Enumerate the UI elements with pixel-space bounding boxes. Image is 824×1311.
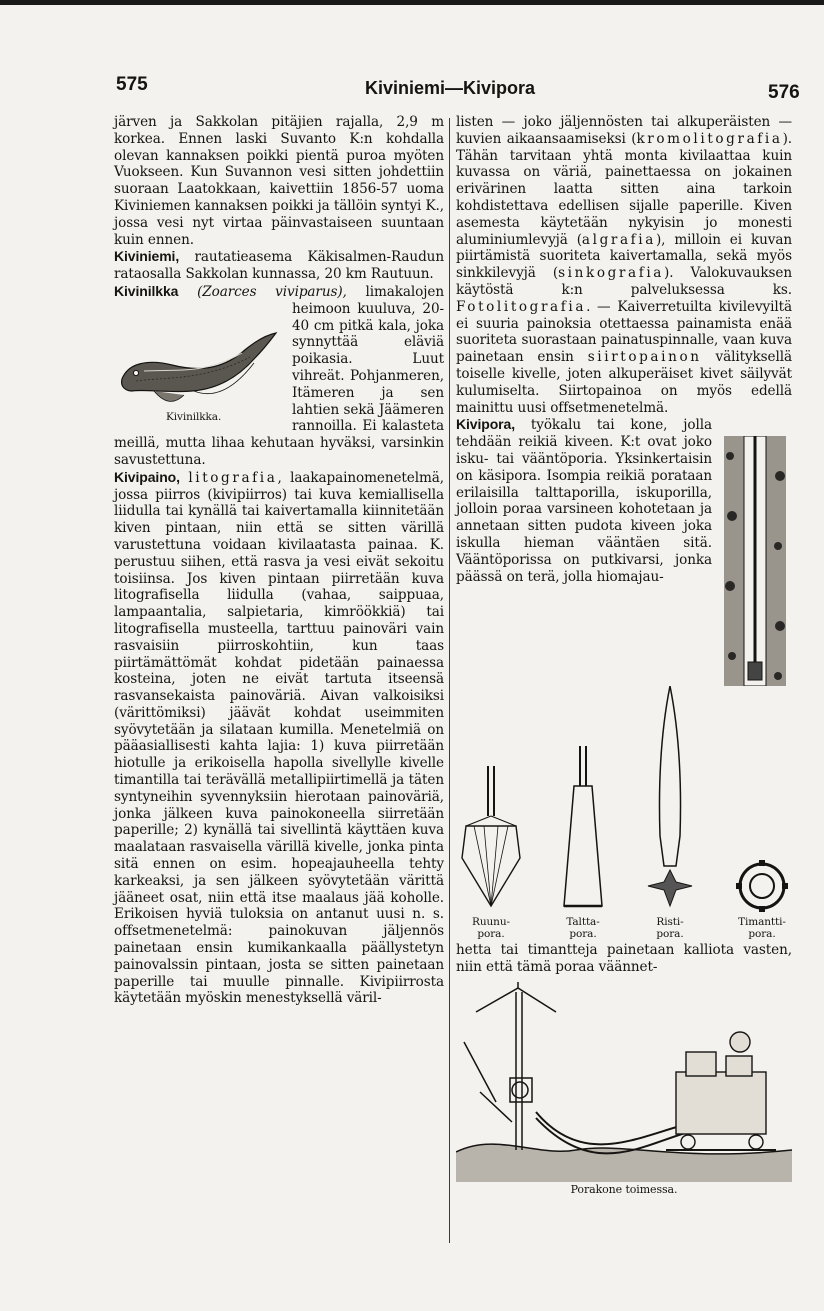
crown-drill-icon — [456, 766, 526, 916]
fish-illustration — [114, 319, 282, 411]
text-run: . — Kaiverretuilta kivilevyiltä ei suuria painoksia otettaessa painamista enää suoriteta suorastaan painatuspinnalle, vaan kuva painetaan ensin — [456, 298, 792, 366]
term-siirtopainon: siirtopainon — [587, 349, 702, 366]
text-run: välityksellä toiselle kivelle, joten alkuperäiset kivet säilyvät kulumiselta. Siirtopainoa on myös edellä mainittu uusi offsetmenetelmä. — [456, 349, 792, 416]
cross-drill-icon — [640, 686, 700, 916]
entry-text: limakalojen heimoon kuuluva, 20-40 cm pitkä kala, joka synnyttää eläviä poikasia. Luut vihreät. Pohjanmeren, Itämeren ja sen lahtien sekä Jäämeren rannoilla. Ei kalasteta meillä, mutta lihaa kehutaan hyväksi, varsinkin savustettuna. — [114, 283, 444, 468]
top-rule — [0, 0, 824, 5]
term-sinkografia: sinkografia — [558, 265, 664, 282]
term-litografia: litografia, — [179, 469, 285, 486]
text-run: ). Tähän tarvitaan yhtä monta kivilaattaa kuin kuvassa on väriä, painettaessa on jokainen erivärinen laatta sitten aina tarkoin kohdistettava edellisen sijalle paperille. Kiven asemesta käytetään nykyisin jo monesti aluminiumlevyjä ( — [456, 130, 792, 248]
entry-text: rautatieasema Käkisalmen-Raudun rataosalla Sakkolan kunnassa, 20 km Rautuun. — [114, 249, 444, 283]
paragraph-continuation: hetta tai timantteja painetaan kalliota vasten, niin että tämä poraa väännet- — [456, 942, 792, 976]
paragraph-continuation: järven ja Sakkolan pitäjien rajalla, 2,9 m korkea. Ennen laski Suvanto K:n kohdalla olevan kannaksen poikki pientä puroa myöten Vuokseen. Kun Suvannon vesi sitten johdettiin suoraan Laatokkaan, kaivettiin 1856-57 uoma Kiviniemen kannaksen poikki ja tällöin syntyi K., jossa vesi nyt virtaa päinvastaiseen suuntaan kuin ennen. — [114, 114, 444, 248]
drilling-machine-figure — [456, 982, 792, 1196]
borehole-illustration — [720, 436, 790, 686]
term-kromolitografia: kromolitografia — [636, 130, 783, 147]
entry-text: laakapainomenetelmä, jossa piirros (kivipiirros) tai kuva kemiallisella liidulla tai kynällä tai kaivertamalla kiinnitetään kiven pintaan, niin että se sitten värillä varustettuna voidaan kivilaatasta painaa. K. perustuu siihen, että rasva ja vesi eivät sekoitu toisiinsa. Jos kiven pintaan piirretään kuva litografisella liidulla (vahaa, saippuaa, lampaantalia, salpietaria, kimröökkiä) tai litografisella musteella, tarttuu painoväri vain rasvaisiin piirroskohtiin, kun taas piirtämättömät kohdat pidetään painaessa kosteina, joten ne eivät tartuta itseensä rasvansekaista painoväriä. Aivan valkoisiksi (värittömiksi) jäävät kohdat useimmiten syövytetään ja silataan kumilla. Menetelmiä on pääasiallisesti kahta lajia: 1) kuva piirretään hiotulle ja erikoisella hapolla sivellylle kivelle timantilla tai terävällä metallipiirtimellä ja täten syntyneihin syvennyksiin hierotaan painoväriä, jonka jälkeen kuva painokoneella siirretään paperille; 2) kynällä tai sivellintä käyttäen kuva maalataan rasvaisella värillä kivelle, jonka pinta sitä ennen on esim. hopeajauheella tehty karkeaksi, ja sen jälkeen syövytetään värittä jääneet osat, niin että itse maalaus jää koholle. Erikoisen hyviä tuloksia on antanut uusi n. s. offsetmenetelmä: painokuvan jäljennös painetaan ensin kumikankaalla päällystetyn painovalssin pintaan, josta se sitten painetaan paperille tai muulle pinnalle. Kivipiirrosta käytetään myöskin menestyksellä väril- — [114, 469, 444, 1007]
drill-label: Timantti- pora. — [738, 916, 786, 941]
right-column — [456, 114, 792, 1196]
diamond-drill-icon — [732, 856, 792, 916]
entry-kivipaino — [114, 469, 444, 1008]
page-number-right: 576 — [768, 82, 800, 103]
machine-caption: Porakone toimessa. — [570, 1182, 678, 1196]
entry-kiviniemi — [114, 248, 444, 283]
term-algrafia: algrafia — [581, 231, 656, 248]
drill-timanttipora — [732, 856, 792, 940]
text-run: ). Valokuvauksen käytöstä k:n palveluksessa ks. — [456, 265, 792, 298]
column-rule — [449, 118, 450, 1243]
fish-caption: Kivinilkka. — [166, 410, 222, 423]
entry-kivipora — [456, 416, 792, 585]
entry-kivinilkka — [114, 283, 444, 469]
drill-label: Risti- pora. — [656, 916, 684, 941]
borehole-figure — [720, 436, 792, 686]
headword-kiviniemi: Kiviniemi, — [114, 248, 180, 265]
drill-label: Taltta- pora. — [566, 916, 600, 941]
left-column — [114, 114, 444, 1007]
text-run: ), milloin ei kuvan piirtämistä suoriteta kaivertamalla, sekä myös sinkkilevyjä ( — [456, 231, 792, 282]
running-title: Kiviniemi—Kivipora — [365, 78, 536, 98]
drilling-machine-illustration — [456, 982, 792, 1182]
chisel-drill-icon — [558, 746, 608, 916]
text-run: listen — joko jäljennösten tai alkuperäisten — kuvien aikaansaamiseksi ( — [456, 114, 792, 147]
drill-bits-figure — [456, 686, 792, 940]
headword-kivinilkka: Kivinilkka — [114, 282, 179, 299]
drill-talttapora — [558, 746, 608, 940]
headword-kivipora: Kivipora, — [456, 416, 516, 433]
term-fotolitografia: Fotolitografia — [456, 298, 587, 315]
latin-name: (Zoarces viviparus), — [178, 283, 347, 300]
paragraph-continuation — [456, 114, 792, 416]
drill-ruunupora — [456, 766, 526, 940]
drill-ristipora — [640, 686, 700, 940]
headword-kivipaino: Kivipaino, — [114, 468, 180, 485]
drill-label: Ruunu- pora. — [472, 916, 510, 941]
fish-figure — [114, 319, 284, 423]
entry-text: työkalu tai kone, jolla tehdään reikiä kiveen. K:t ovat joko isku- tai vääntöporia. Yksinkertaisin on käsipora. Isompia reikiä porataan erilaisilla talttaporilla, iskuporilla, jolloin poraa varsineen kohotetaan ja annetaan sitten pudota kiveen joka iskulla hieman vääntäen sitä. Vääntöporissa on putkivarsi, jonka päässä on terä, jolla hiomajau- — [456, 417, 712, 585]
page-number-left: 575 — [116, 74, 148, 95]
